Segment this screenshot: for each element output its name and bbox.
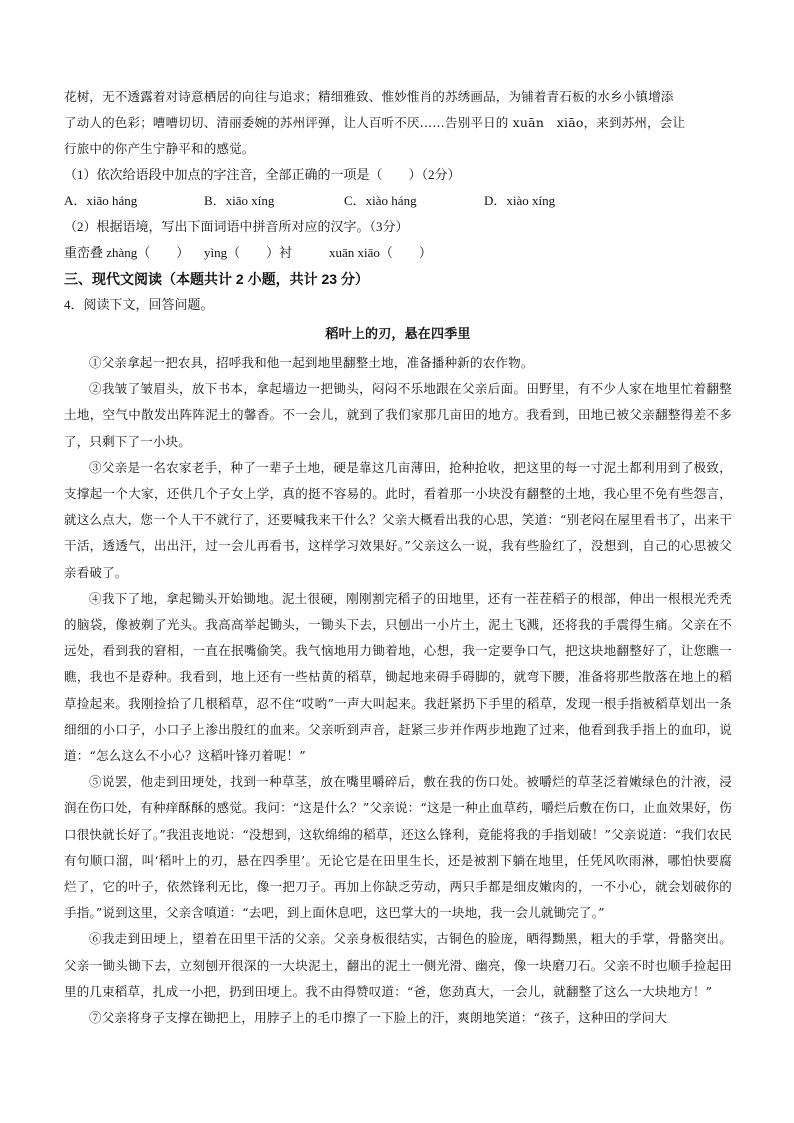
question-1-options — [64, 188, 732, 214]
article-paragraph: ⑦父亲将身子支撑在锄把上，用脖子上的毛巾擦了一下脸上的汗，爽朗地笑道：“孩子，这种田的学问大 — [89, 1010, 668, 1026]
exam-page — [64, 84, 732, 1031]
article-paragraph: ⑤说罢，他走到田埂处，找到一种草茎，放在嘴里嚼碎后，敷在我的伤口处。被嚼烂的草茎泛着嫩绿色的汁液，浸润在伤口处，有种痒酥酥的感觉。我问：“这是什么？”父亲说：“这是一种止血草药，嚼烂后敷在伤口，止血效果好，伤口很快就长好了。”我沮丧地说：“没想到，这软绵绵的稻草，还这么锋利，竟能将我的手指划破！”父亲说道：“我们农民有句顺口溜，叫‘稻叶上的刃，悬在四季里’。无论它是在田里生长，还是被割下躺在地里，任凭风吹雨淋，哪怕快要腐烂了，它的叶子，依然锋利无比，像一把刀子。再加上你缺乏劳动，两只手都是细皮嫩肉的，一不小心，就会划破你的手指。”说到这里，父亲含嗔道：“去吧，到上面休息吧，这巴掌大的一块地，我一会儿就锄完了。” — [64, 774, 732, 921]
article-paragraph: ②我皱了皱眉头，放下书本，拿起墙边一把锄头，闷闷不乐地跟在父亲后面。田野里，有不少人家在地里忙着翻整土地，空气中散发出阵阵泥土的馨香。不一会儿，就到了我们家那几亩田的地方。我看到，田地已被父亲翻整得差不多了，只剩下了一小块。 — [64, 381, 732, 449]
option-d[interactable]: D．xiào xíng — [484, 193, 556, 208]
question-2-items — [64, 240, 732, 266]
option-b[interactable]: B．xiāo xíng — [204, 193, 275, 208]
article-paragraph: ⑥我走到田埂上，望着在田里干活的父亲。父亲身板很结实，古铜色的脸庞，晒得黝黑，粗大的手掌，骨骼突出。父亲一锄头锄下去，立刻刨开很深的一大块泥土，翻出的泥土一侧光滑、幽亮，像一块磨刀石。父亲不时也顺手捡起田里的几束稻草，扎成一小把，扔到田埂上。我不由得赞叹道：“爸，您劲真大，一会儿，就翻整了这么一大块地方！” — [64, 931, 732, 999]
intro-line: 花树，无不透露着对诗意栖居的向往与追求；精细雅致、惟妙惟肖的苏绣画品，为铺着青石板的水乡小镇增添 — [64, 89, 674, 104]
intro-line: 行旅中的你产生宁静平和的感觉。 — [64, 141, 255, 156]
option-a[interactable]: A．xiāo háng — [64, 193, 138, 208]
article-paragraph: ①父亲拿起一把农具，招呼我和他一起到地里翻整土地，准备播种新的农作物。 — [89, 355, 534, 370]
option-c[interactable]: C．xiào háng — [344, 193, 417, 208]
fill-item-zhang[interactable]: 重峦叠 zhàng（ ） — [64, 245, 190, 260]
article-title: 稻叶上的刃，悬在四季里 — [325, 327, 471, 342]
intro-line: 了动人的色彩；嘈嘈切切、清丽委婉的苏州评弹，让人百听不厌……告别平日的 xuān xiāo，来到苏州，会让 — [64, 115, 686, 130]
article-paragraph: ③父亲是一名农家老手，种了一辈子土地，硬是靠这几亩薄田，抢种抢收，把这里的每一寸泥土都利用到了极致，支撑起一个大家，还供几个子女上学，真的挺不容易的。此时，看着那一小块没有翻整的土地，我心里不免有些怨言，就这么点大，您一个人干不就行了，还要喊我来干什么？父亲大概看出我的心思，笑道：“别老闷在屋里看书了，出来干干活，透透气，出出汗，过一会儿再看书，这样学习效果好。”父亲这么一说，我有些脸红了，没想到，自己的心思被父亲看破了。 — [64, 459, 732, 580]
question-2-stem: （2）根据语境，写出下面词语中拼音所对应的汉字。（3分） — [64, 219, 409, 234]
article-paragraph: ④我下了地，拿起锄头开始锄地。泥土很硬，刚刚割完稻子的田地里，还有一茬茬稻子的根部，伸出一根根光秃秃的脑袋，像被剃了光头。我高高举起锄头，一锄头下去，只刨出一小片土，泥土飞溅，还将我的手震得生痛。父亲在不远处，看到我的窘相，一直在抿嘴偷笑。我气恼地用力锄着地，心想，我一定要争口气，把这块地翻整好了，让您瞧一瞧，我也不是孬种。我看到，地上还有一些枯黄的稻草，锄起地来碍手碍脚的，就弯下腰，准备将那些散落在地上的稻草捡起来。我刚捡拾了几根稻草，忍不住“哎哟”一声大叫起来。我赶紧扔下手里的稻草，发现一根手指被稻草划出一条细细的小口子，小口子上渗出殷红的血来。父亲听到声音，赶紧三步并作两步地跑了过来，他看到我手指上的血印，说道：“怎么这么不小心？这稻叶锋刃着呢！” — [64, 590, 732, 764]
fill-item-ying[interactable]: yìng（ ）衬 — [204, 245, 293, 260]
fill-item-xuanxiao[interactable]: xuān xiāo（ ） — [329, 245, 432, 260]
question-4-instruction: 4．阅读下文，回答问题。 — [64, 297, 214, 312]
question-1-stem: （1）依次给语段中加点的字注音，全部正确的一项是（ ）（2分） — [64, 167, 461, 182]
section-3-heading: 三、现代文阅读（本题共计 2 小题，共计 23 分） — [64, 271, 369, 287]
